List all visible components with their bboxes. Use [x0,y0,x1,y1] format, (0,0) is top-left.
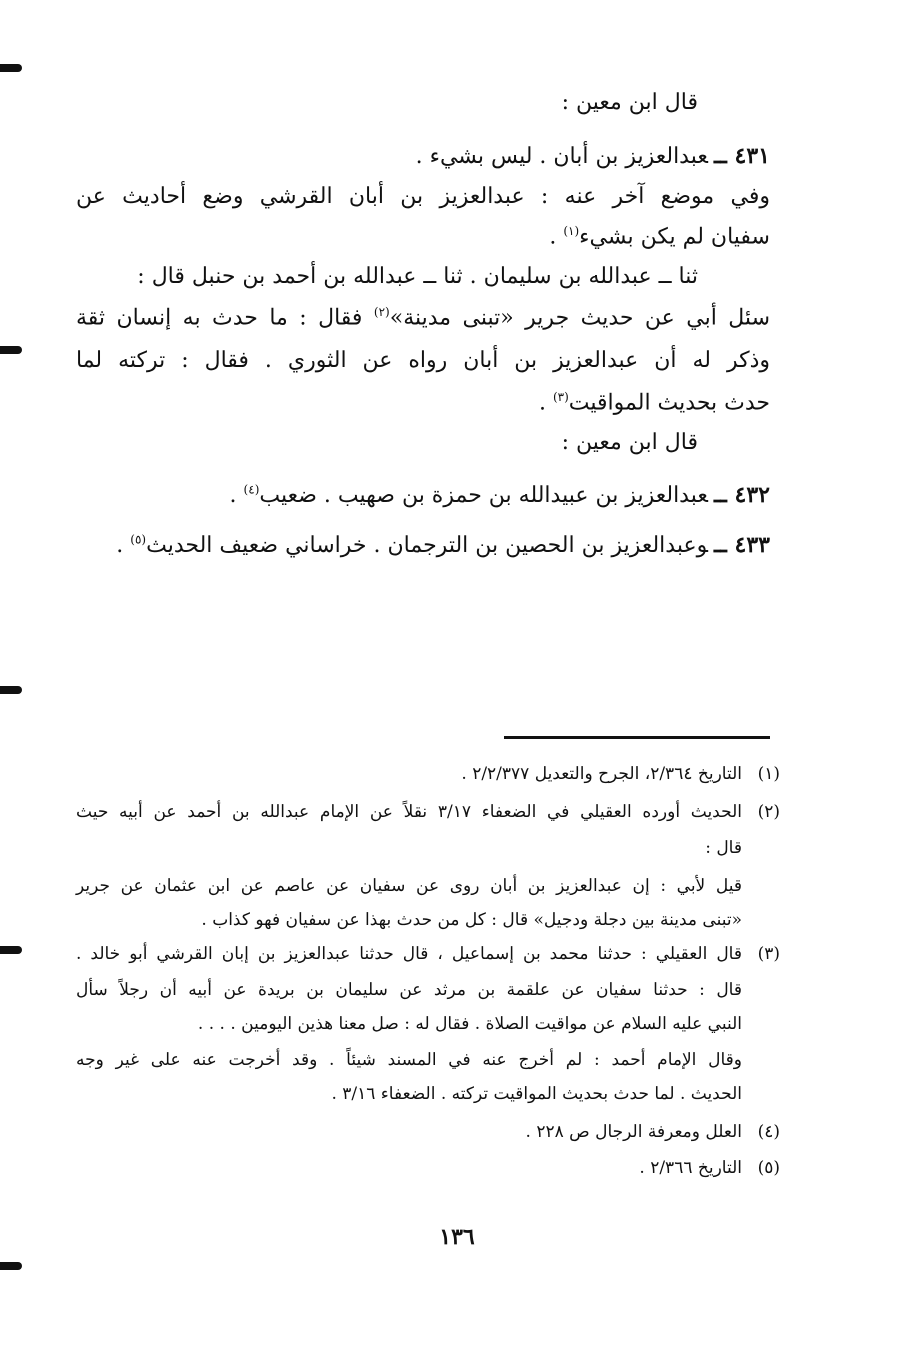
line-text: سئل أبي عن حديث جرير «تبنى مدينة» [389,305,771,331]
line-end: . [229,483,244,508]
footnote-line: وقال الإمام أحمد : لم أخرج عنه في المسند شيئاً . وقد أخرجت عنه على غير وجه [76,1050,742,1070]
footnote-line: النبي عليه السلام عن مواقيت الصلاة . فقال له : صل معنا هذين اليومين . . . . [197,1014,742,1034]
footnote-ref: (٣) [552,390,569,404]
edge-mark [0,346,22,354]
footnote-line: الحديث . لما حدث بحديث المواقيت تركته . الضعفاء ٣/١٦ . [331,1084,742,1104]
footnote-line: قال : [705,838,742,858]
footnote-number: (٢) [757,802,780,822]
edge-mark [0,64,22,72]
footnote-4 [526,1122,780,1142]
footnote-text: قال العقيلي : حدثنا محمد بن إسماعيل ، قال حدثنا عبدالعزيز بن إبان القرشي أبو خالد . [76,944,742,964]
edge-mark [0,1262,22,1270]
footnote-text: العلل ومعرفة الرجال ص ٢٢٨ . [525,1122,742,1142]
entry-number: ٤٣٣ ــ [713,532,770,558]
line-end: . [549,224,564,250]
text-line: قال ابن معين : [561,430,698,455]
footnote-number: (٣) [757,944,780,964]
line-text: فقال : ما حدث به إنسان ثقة [76,305,374,331]
footnote-line: قيل لأبي : إن عبدالعزيز بن أبان روى عن سفيان عن عاصم عن ابن عثمان عن جرير [76,876,742,896]
footnote-text: الحديث أورده العقيلي في الضعفاء ٣/١٧ نقلاً عن الإمام عبدالله بن أحمد عن أبيه حيث [76,802,742,822]
footnote-2 [76,802,780,822]
text-line: وفي موضع آخر عنه : عبدالعزيز بن أبان القرشي وضع أحاديث عن [76,184,770,209]
footnote-ref: (٤) [243,482,260,497]
text-line: قال ابن معين : [561,90,698,115]
footnote-1 [461,764,780,784]
edge-mark [0,686,22,694]
line-end: . [538,390,553,416]
footnote-number: (٥) [757,1158,780,1178]
entry-text: عبدالعزيز بن أبان . ليس بشيء . [415,144,708,169]
footnote-line: «تبنى مدينة بين دجلة ودجيل» قال : كل من حدث بهذا عن سفيان فهو كذاب . [201,910,742,930]
footnotes [76,0,780,1200]
page-number: ١٣٦ [439,1224,475,1250]
footnote-ref: (٥) [130,532,147,547]
footnote-ref: (٢) [373,305,390,319]
entry-text: وعبدالعزيز بن الحصين بن الترجمان . خراساني ضعيف الحديث [146,533,708,558]
footnote-text: التاريخ ٢/٣٦٦ . [639,1158,742,1178]
footnote-ref: (١) [563,224,580,238]
line-end: . [116,533,131,558]
line-text: حدث بحديث المواقيت [568,390,770,416]
text-line: وذكر له أن عبدالعزيز بن أبان رواه عن الثوري . فقال : تركته لما [76,348,770,373]
footnote-text: التاريخ ٢/٣٦٤، الجرح والتعديل ٢/٢/٣٧٧ . [461,764,742,784]
footnote-line: قال : حدثنا سفيان عن علقمة بن مرثد عن سليمان بن بريدة عن أبيه أن رجلاً سأل [76,980,742,1000]
text-line: ثنا ــ عبدالله بن سليمان . ثنا ــ عبدالله بن أحمد بن حنبل قال : [137,264,698,289]
entry-text: عبدالعزيز بن عبيدالله بن حمزة بن صهيب . ضعيب [259,483,708,508]
entry-number: ٤٣٢ ــ [713,482,770,508]
line-text: سفيان لم يكن بشيء [579,224,770,250]
footnote-3 [76,944,780,964]
entry-number: ٤٣١ ــ [713,143,770,169]
edge-mark [0,946,22,954]
footnote-5 [639,1158,780,1178]
footnote-number: (١) [757,764,780,784]
footnote-number: (٤) [757,1122,780,1142]
